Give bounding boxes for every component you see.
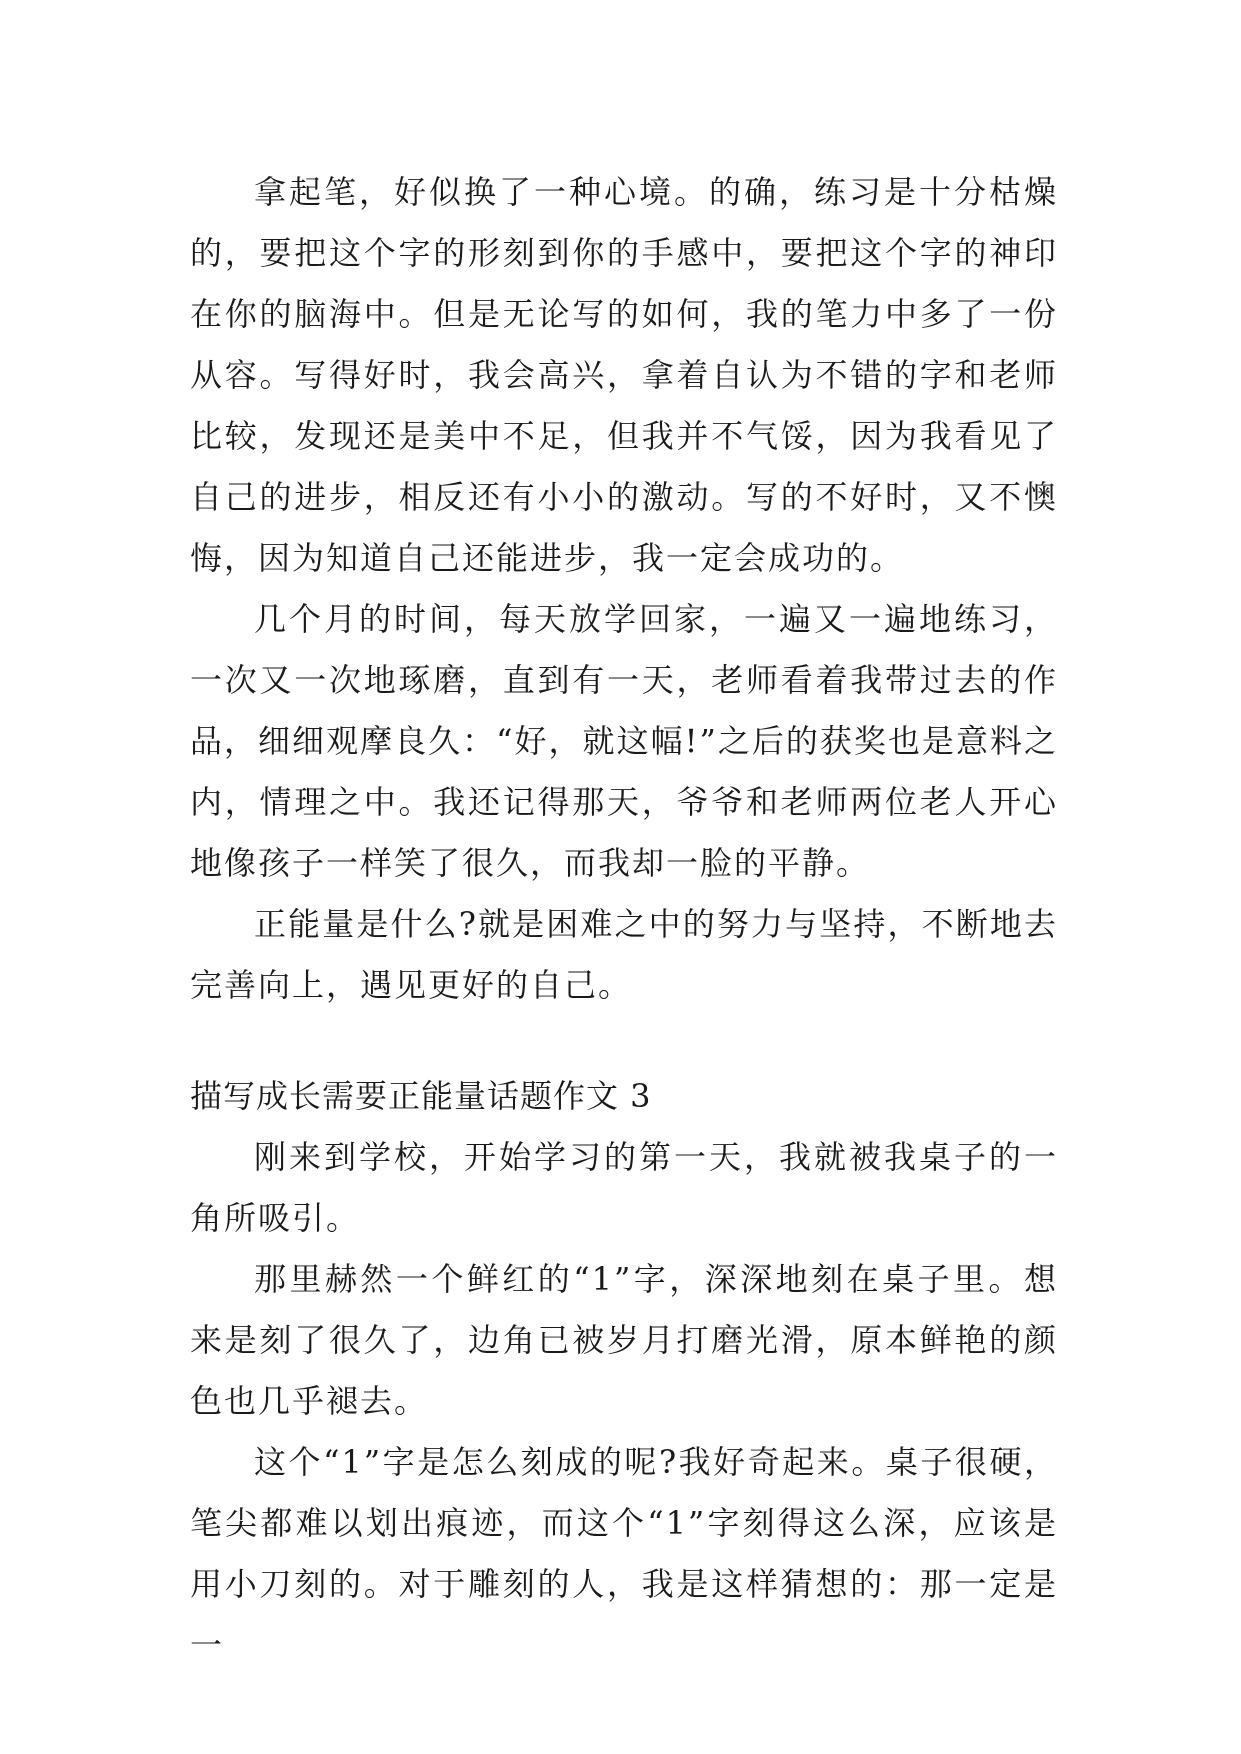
paragraph-desk-corner: 刚来到学校，开始学习的第一天，我就被我桌子的一角所吸引。 [190,1138,1058,1237]
essay-heading: 描写成长需要正能量话题作文 3 [190,1077,652,1115]
document-body [190,162,1058,1676]
paragraph-positive-energy: 正能量是什么?就是困难之中的努力与坚持，不断地去完善向上，遇见更好的自己。 [190,905,1058,1004]
paragraph-practice: 拿起笔，好似换了一种心境。的确，练习是十分枯燥的，要把这个字的形刻到你的手感中，要把这个字的神印在你的脑海中。但是无论写的如何，我的笔力中多了一份从容。写得好时，我会高兴，拿着自认为不错的字和老师比较，发现还是美中不足，但我并不气馁，因为我看见了自己的进步，相反还有小小的激动。写的不好时，又不懊悔，因为知道自己还能进步，我一定会成功的。 [190,173,1058,577]
paragraph-carving: 这个“1”字是怎么刻成的呢?我好奇起来。桌子很硬，笔尖都难以划出痕迹，而这个“1”字刻得这么深，应该是用小刀刻的。对于雕刻的人，我是这样猜想的：那一定是一 [190,1443,1058,1664]
paragraph-award: 几个月的时间，每天放学回家，一遍又一遍地练习，一次又一次地琢磨，直到有一天，老师看着我带过去的作品，细细观摩良久：“好，就这幅!”之后的获奖也是意料之内，情理之中。我还记得那天，爷爷和老师两位老人开心地像孩子一样笑了很久，而我却一脸的平静。 [190,600,1058,882]
paragraph-red-one: 那里赫然一个鲜红的“1”字，深深地刻在桌子里。想来是刻了很久了，边角已被岁月打磨光滑，原本鲜艳的颜色也几乎褪去。 [190,1260,1058,1420]
